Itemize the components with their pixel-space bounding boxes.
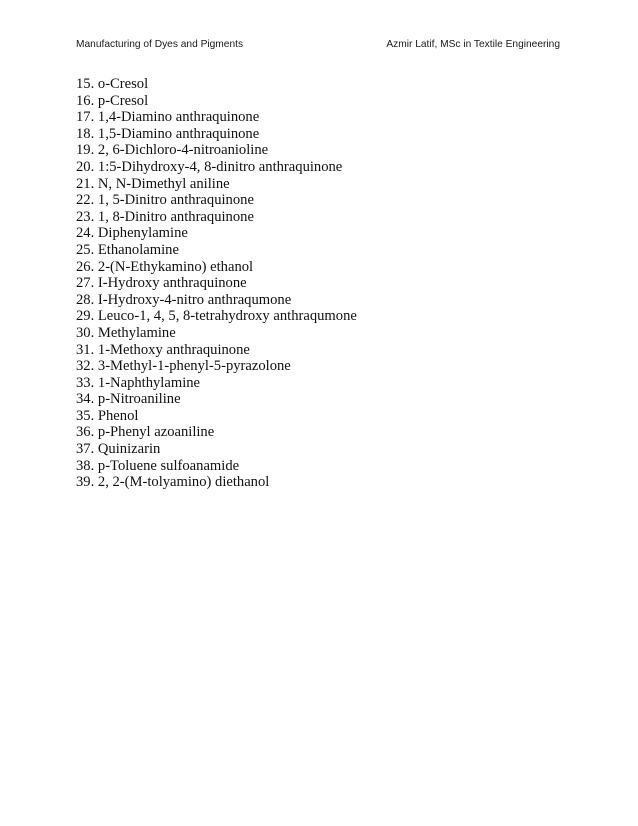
- header-document-title: Manufacturing of Dyes and Pigments: [76, 39, 244, 50]
- list-item: 28. I-Hydroxy-4-nitro anthraqumone: [76, 291, 292, 308]
- list-item: 39. 2, 2-(M-tolyamino) diethanol: [76, 474, 270, 491]
- list-item: 38. p-Toluene sulfoanamide: [76, 457, 240, 474]
- list-item: 32. 3-Methyl-1-phenyl-5-pyrazolone: [76, 358, 291, 375]
- list-item: 23. 1, 8-Dinitro anthraquinone: [76, 208, 254, 225]
- list-item: 16. p-Cresol: [76, 92, 149, 109]
- header-author: Azmir Latif, MSc in Textile Engineering: [386, 39, 560, 50]
- list-item: 22. 1, 5-Dinitro anthraquinone: [76, 192, 254, 209]
- list-item: 34. p-Nitroaniline: [76, 391, 181, 408]
- list-item: 21. N, N-Dimethyl aniline: [76, 175, 230, 192]
- list-item: 30. Methylamine: [76, 324, 176, 341]
- list-item: 15. o-Cresol: [76, 76, 149, 92]
- chemical-list: [76, 76, 357, 491]
- list-item: 20. 1:5-Dihydroxy-4, 8-dinitro anthraquinone: [76, 158, 343, 175]
- list-item: 29. Leuco-1, 4, 5, 8-tetrahydroxy anthraqumone: [76, 308, 357, 325]
- list-item: 24. Diphenylamine: [76, 225, 188, 242]
- list-item: 35. Phenol: [76, 407, 139, 424]
- list-item: 26. 2-(N-Ethykamino) ethanol: [76, 258, 254, 275]
- list-item: 17. 1,4-Diamino anthraquinone: [76, 109, 260, 126]
- list-item: 37. Quinizarin: [76, 441, 161, 458]
- list-item: 18. 1,5-Diamino anthraquinone: [76, 125, 260, 142]
- list-item: 31. 1-Methoxy anthraquinone: [76, 341, 250, 358]
- list-item: 19. 2, 6-Dichloro-4-nitroanioline: [76, 142, 269, 159]
- list-item: 25. Ethanolamine: [76, 241, 179, 258]
- list-item: 36. p-Phenyl azoaniline: [76, 424, 215, 441]
- list-item: 27. I-Hydroxy anthraquinone: [76, 275, 247, 292]
- list-item: 33. 1-Naphthylamine: [76, 374, 201, 391]
